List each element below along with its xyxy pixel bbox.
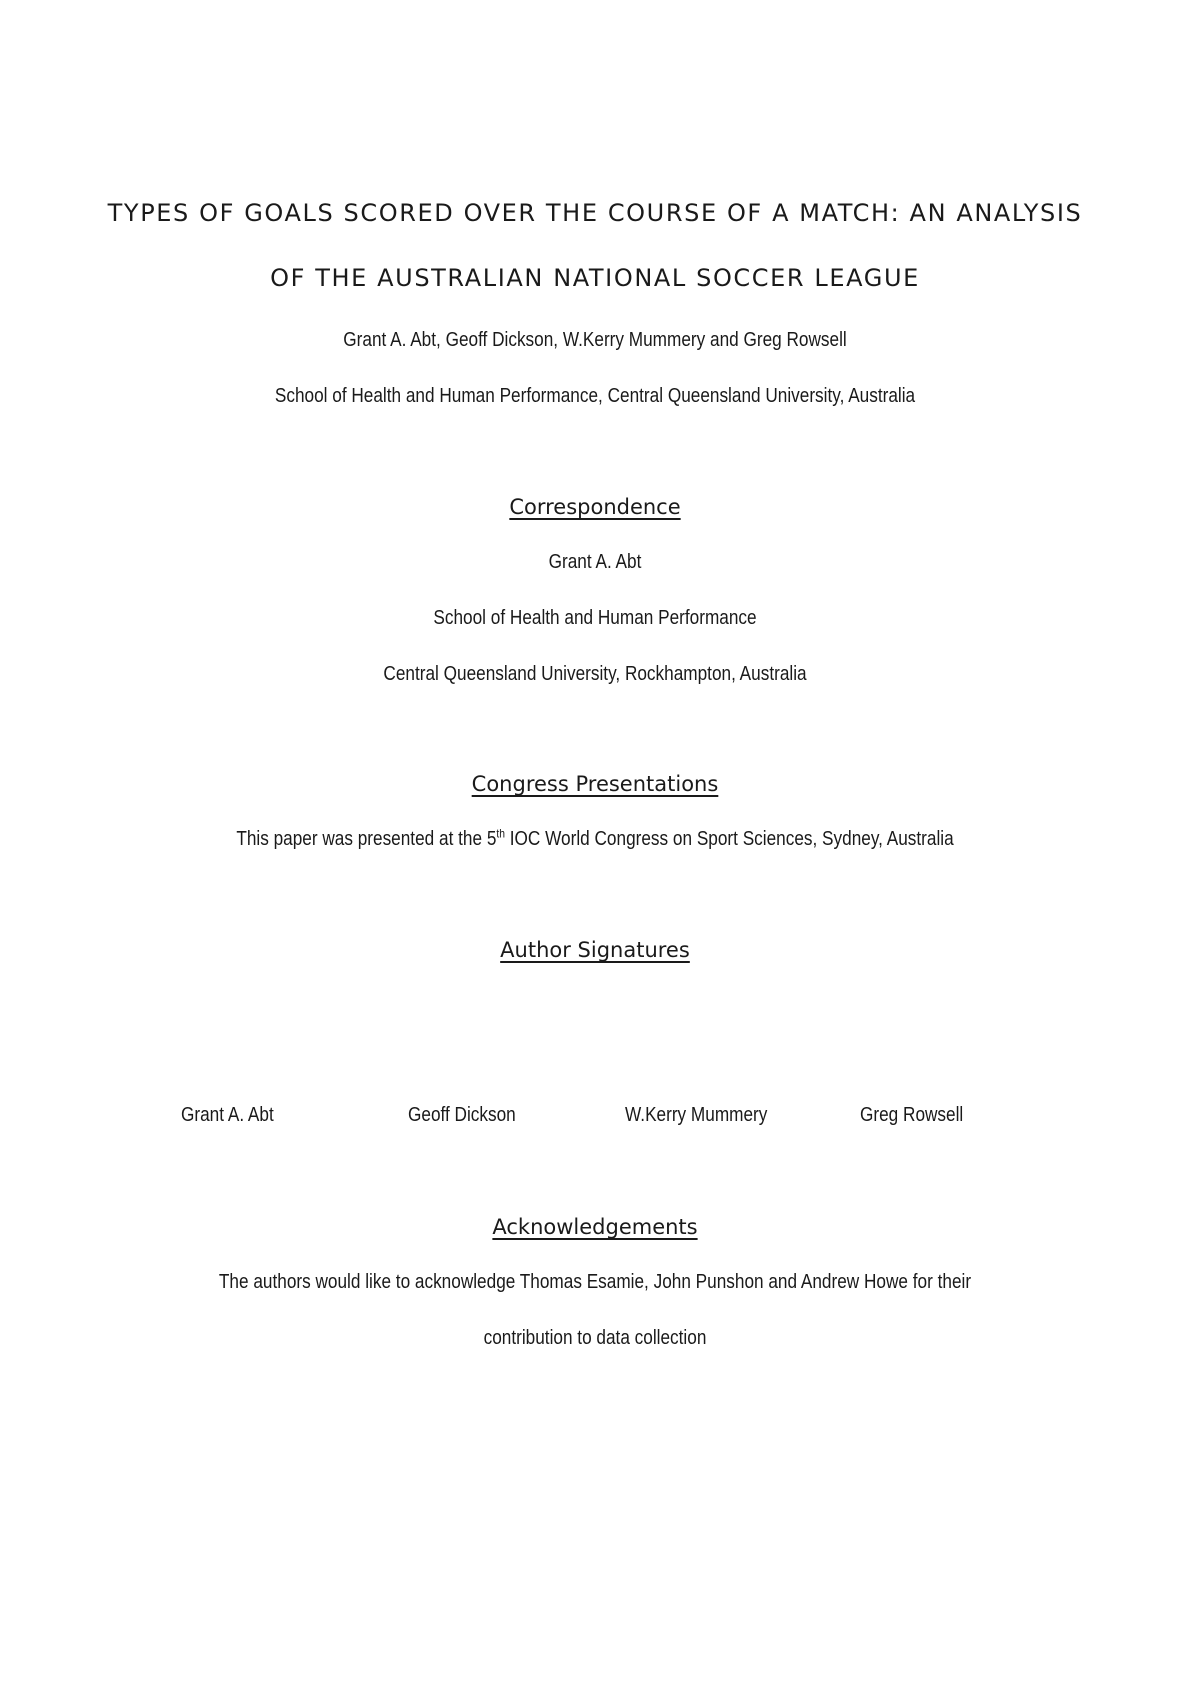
paper-title-line-2: OF THE AUSTRALIAN NATIONAL SOCCER LEAGUE — [270, 264, 920, 292]
acknowledgements-text-line-1: The authors would like to acknowledge Thomas Esamie, John Punshon and Andrew Howe for their — [218, 1271, 972, 1293]
signature-name: Grant A. Abt — [181, 1104, 274, 1126]
signature-name: Geoff Dickson — [408, 1104, 516, 1126]
congress-ordinal-suffix: th — [496, 826, 505, 841]
paper-title-line-1: TYPES OF GOALS SCORED OVER THE COURSE OF A MATCH: AN ANALYSIS — [107, 199, 1083, 227]
author-affiliation: School of Health and Human Performance, Central Queensland University, Australia — [274, 385, 916, 407]
congress-text-before: This paper was presented at the 5 — [236, 828, 497, 850]
congress-heading: Congress Presentations — [471, 772, 719, 796]
correspondence-heading: Correspondence — [509, 495, 681, 519]
congress-statement — [83, 828, 1106, 851]
acknowledgements-text-line-2: contribution to data collection — [483, 1327, 707, 1349]
signature-name: W.Kerry Mummery — [625, 1104, 768, 1126]
correspondence-name: Grant A. Abt — [548, 551, 642, 573]
correspondence-department: School of Health and Human Performance — [433, 607, 757, 629]
author-list: Grant A. Abt, Geoff Dickson, W.Kerry Mummery and Greg Rowsell — [343, 329, 847, 351]
acknowledgements-heading: Acknowledgements — [492, 1215, 698, 1239]
congress-text-after: IOC World Congress on Sport Sciences, Sydney, Australia — [504, 828, 954, 850]
signature-name: Greg Rowsell — [860, 1104, 964, 1126]
signatures-heading: Author Signatures — [500, 938, 690, 962]
correspondence-institution: Central Queensland University, Rockhampton, Australia — [383, 663, 807, 685]
